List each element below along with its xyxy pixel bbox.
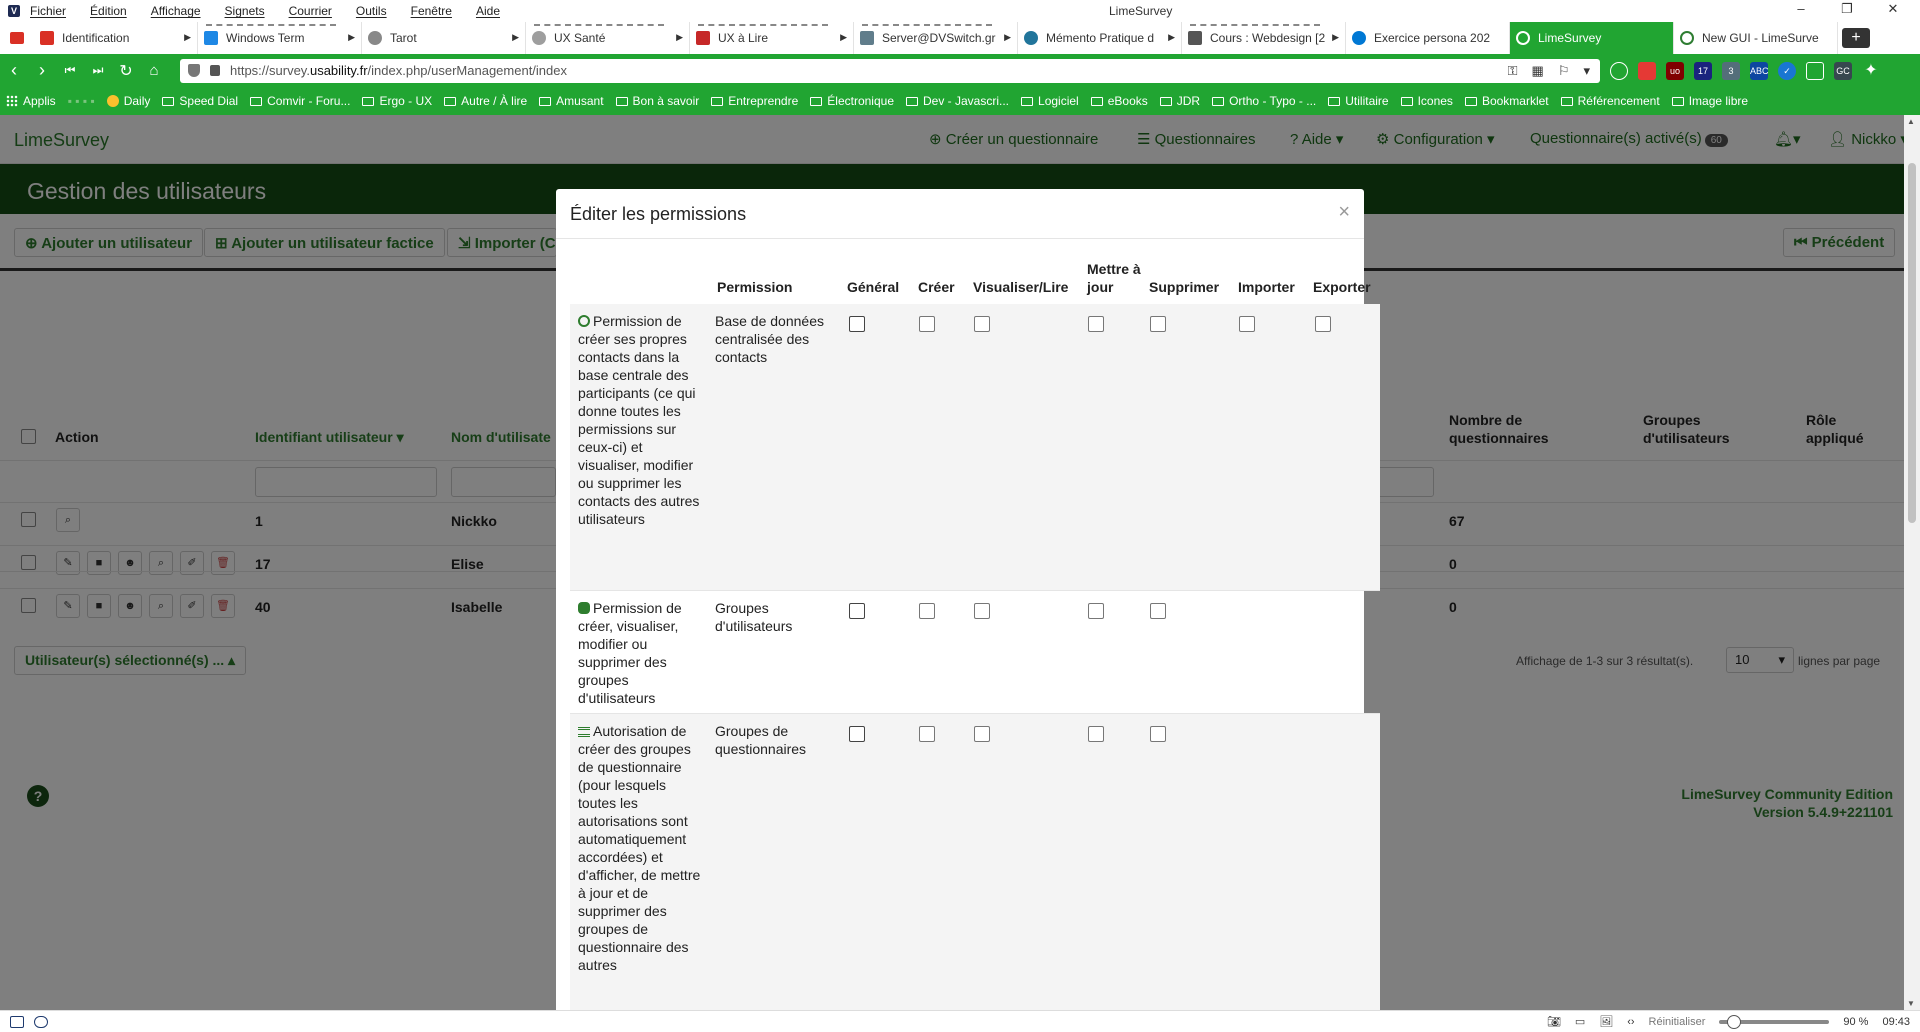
browser-statusbar (0, 1010, 1920, 1032)
permission-description: Permission de créer ses propres contacts dans la base centrale des participants (ce qui donne toutes les permissions sur ceux-ci) et visualiser, modifier ou supprimer les contacts des autres utilisateurs (578, 313, 700, 527)
folder-icon (1401, 97, 1413, 106)
shield-icon (188, 64, 200, 77)
daily-icon (107, 95, 119, 107)
bookmark-applis[interactable]: Applis (6, 94, 56, 108)
checkbox-general[interactable] (849, 603, 865, 619)
bookmark-spacer-icons: ▪ ▪ ▪ ▪ (67, 94, 95, 108)
vivaldi-logo-icon[interactable]: V (8, 5, 20, 17)
checkbox-update[interactable] (1088, 603, 1104, 619)
permission-description: Permission de créer, visualiser, modifier ou supprimer des groupes d'utilisateurs (578, 600, 682, 706)
checkbox-create[interactable] (919, 316, 935, 332)
bookmarks-bar (0, 87, 1920, 115)
windows-icon (204, 31, 218, 45)
checkbox-create[interactable] (919, 726, 935, 742)
home-icon[interactable]: ⌂ (149, 62, 159, 79)
url-input[interactable] (180, 59, 1600, 83)
folder-icon (1328, 97, 1340, 106)
abc-icon[interactable]: ABC (1750, 62, 1768, 80)
tarot-icon (368, 31, 382, 45)
browser-addressbar (0, 54, 1920, 87)
tab-ux-a-lire[interactable]: UX à Lire ▶ (690, 22, 854, 54)
bookmark-ebooks[interactable]: eBooks (1091, 94, 1148, 108)
restore-icon[interactable]: ❐ (1841, 1, 1853, 16)
url-path: /index.php/userManagement/index (367, 63, 567, 78)
tab-tarot[interactable]: Tarot ▶ (362, 22, 526, 54)
scroll-down-icon[interactable]: ▼ (1907, 999, 1915, 1008)
checkbox-general[interactable] (849, 316, 865, 332)
image-icon[interactable]: 🖼︎ (1599, 1016, 1614, 1028)
menu-signets[interactable]: Signets (224, 4, 265, 18)
users-icon (578, 602, 590, 614)
menu-fichier[interactable]: Fichier (30, 4, 67, 18)
window-icon[interactable]: ▭ (1574, 1016, 1586, 1028)
bookmark-icones[interactable]: Icones (1401, 94, 1453, 108)
bookmark-ortho-typo[interactable]: Ortho - Typo - ... (1212, 94, 1316, 108)
edit-permissions-modal (556, 189, 1371, 1010)
back-icon[interactable]: ‹ (11, 60, 17, 80)
bookmark-jdr[interactable]: JDR (1160, 94, 1200, 108)
folder-icon (1465, 97, 1477, 106)
bookmark-image-libre[interactable]: Image libre (1672, 94, 1748, 108)
browser-tabbar (0, 22, 1920, 54)
folder-icon (711, 97, 723, 106)
tab-exercice-persona[interactable]: Exercice persona 202 (1346, 22, 1510, 54)
limesurvey-icon (1516, 31, 1530, 45)
url-prefix: https://survey. (230, 63, 310, 78)
folder-icon (1212, 97, 1224, 106)
gc-icon[interactable]: GC (1834, 62, 1852, 80)
folder-icon (444, 97, 456, 106)
browser-menubar (0, 0, 1920, 22)
clock: 09:43 (1882, 1015, 1910, 1028)
checkbox-export[interactable] (1315, 316, 1331, 332)
bookmark-comvir[interactable]: Comvir - Foru... (250, 94, 350, 108)
zoom-level: 90 % (1843, 1015, 1869, 1028)
tab-windows-term[interactable]: Windows Term ▶ (198, 22, 362, 54)
bookmark-utilitaire[interactable]: Utilitaire (1328, 94, 1388, 108)
folder-icon (250, 97, 262, 106)
window-controls (1778, 1, 1916, 17)
header-export: Exporter (1313, 279, 1371, 295)
key-icon[interactable]: ⚿ (1507, 62, 1518, 78)
tab-new-gui-limesurvey[interactable]: New GUI - LimeSurve (1674, 22, 1838, 54)
checkbox-read[interactable] (974, 726, 990, 742)
ublock-icon[interactable]: uo (1666, 62, 1684, 80)
checkbox-delete[interactable] (1150, 726, 1166, 742)
modal-header (556, 189, 1364, 239)
checkbox-update[interactable] (1088, 316, 1104, 332)
permission-row-user-groups (570, 590, 1380, 713)
globe-icon (532, 31, 546, 45)
checkbox-import[interactable] (1239, 316, 1255, 332)
url-domain: usability.fr (309, 63, 368, 78)
list-icon (578, 727, 590, 737)
tab-identification[interactable]: Identification ▶ (34, 22, 198, 54)
bookmark-electronique[interactable]: Électronique (810, 94, 894, 108)
notification-badge-icon[interactable]: 3 (1722, 62, 1740, 80)
folder-icon (616, 97, 628, 106)
menu-outils[interactable]: Outils (355, 4, 387, 18)
zoom-slider[interactable] (1719, 1020, 1829, 1024)
folder-icon (1672, 97, 1684, 106)
folder-icon (810, 97, 822, 106)
permission-name: Base de données centralisée des contacts (715, 313, 824, 365)
folder-icon (1021, 97, 1033, 106)
folder-icon (1091, 97, 1103, 106)
bookmark-speed-dial[interactable]: Speed Dial (162, 94, 238, 108)
checkbox-read[interactable] (974, 316, 990, 332)
menu-edition[interactable]: Édition (90, 4, 127, 18)
tab-cours-webdesign[interactable]: Cours : Webdesign [2 ▶ (1182, 22, 1346, 54)
permission-name: Groupes d'utilisateurs (715, 600, 793, 634)
bookmark-bon-a-savoir[interactable]: Bon à savoir (616, 94, 700, 108)
close-icon[interactable]: × (1338, 201, 1350, 223)
bookmark-logiciel[interactable]: Logiciel (1021, 94, 1079, 108)
mail-icon (860, 31, 874, 45)
gmail-icon (40, 31, 54, 45)
reset-zoom-button[interactable]: Réinitialiser (1648, 1015, 1706, 1028)
tab-ux-sante[interactable]: UX Santé ▶ (526, 22, 690, 54)
checkbox-general[interactable] (849, 726, 865, 742)
window-title: LimeSurvey (1109, 4, 1173, 18)
menu-fenetre[interactable]: Fenêtre (410, 4, 452, 18)
bookmark-referencement[interactable]: Référencement (1561, 94, 1660, 108)
page-scrollbar[interactable] (1904, 115, 1920, 1010)
modal-title: Éditer les permissions (570, 204, 747, 224)
bookmark-entreprendre[interactable]: Entreprendre (711, 94, 798, 108)
camera-icon[interactable]: 📷︎ (1546, 1016, 1561, 1028)
scrollbar-thumb[interactable] (1908, 163, 1916, 523)
folder-icon (539, 97, 551, 106)
screen-icon[interactable] (1806, 62, 1824, 80)
close-window-icon[interactable]: ✕ (1887, 1, 1899, 16)
folder-icon (906, 97, 918, 106)
bookmark-ergo-ux[interactable]: Ergo - UX (362, 94, 432, 108)
bookmark-autre-a-lire[interactable]: Autre / À lire (444, 94, 527, 108)
permission-description: Autorisation de créer des groupes de questionnaire (pour lesquels toutes les autorisations sont automatiquement accordées) et d'afficher, de mettre à jour et de supprimer des groupes de questionnaire des autres (578, 723, 701, 973)
apps-icon (6, 95, 18, 107)
fast-forward-icon[interactable]: ⏭ (92, 63, 104, 77)
participant-icon (578, 315, 590, 327)
header-permission: Permission (717, 279, 793, 295)
rewind-icon[interactable]: ⏮ (64, 63, 76, 77)
zoom-slider-knob[interactable] (1727, 1015, 1741, 1029)
tab-memento[interactable]: Mémento Pratique d ▶ (1018, 22, 1182, 54)
code-icon[interactable]: ‹› (1627, 1015, 1635, 1028)
permission-name: Groupes de questionnaires (715, 723, 807, 757)
menu-courrier[interactable]: Courrier (288, 4, 332, 18)
flag-icon[interactable] (1638, 62, 1656, 80)
puzzle-icon[interactable]: ✦ (1864, 61, 1878, 79)
nn-icon (696, 31, 710, 45)
bookmark-daily[interactable]: Daily (107, 94, 151, 108)
checkbox-delete[interactable] (1150, 316, 1166, 332)
checkbox-read[interactable] (974, 603, 990, 619)
bookmark-amusant[interactable]: Amusant (539, 94, 603, 108)
forward-icon[interactable]: › (39, 60, 45, 80)
lock-icon (210, 65, 220, 76)
page-icon (1188, 31, 1202, 45)
folder-icon (362, 97, 374, 106)
tab-stack-icon[interactable] (0, 22, 34, 54)
limesurvey-icon (1680, 31, 1694, 45)
onedrive-icon (1352, 31, 1366, 45)
header-delete: Supprimer (1149, 279, 1220, 295)
menu-affichage[interactable]: Affichage (150, 4, 201, 18)
bookmark-dev-javascript[interactable]: Dev - Javascri... (906, 94, 1009, 108)
header-create: Créer (918, 279, 955, 295)
folder-icon (1160, 97, 1172, 106)
new-tab-button[interactable]: + (1842, 28, 1870, 48)
checkbox-update[interactable] (1088, 726, 1104, 742)
permission-row-participants (570, 304, 1380, 590)
minimize-icon[interactable]: – (1797, 1, 1805, 16)
wordpress-icon (1024, 31, 1038, 45)
checkbox-create[interactable] (919, 603, 935, 619)
header-read: Visualiser/Lire (973, 279, 1069, 295)
cloud-sync-icon[interactable] (34, 1016, 48, 1028)
dropdown-icon[interactable]: ▾ (1583, 62, 1590, 78)
header-update: Mettre à jour (1087, 261, 1141, 295)
bookmark-bookmarklet[interactable]: Bookmarklet (1465, 94, 1549, 108)
checkbox-delete[interactable] (1150, 603, 1166, 619)
permission-row-survey-groups (570, 713, 1380, 1023)
extension-badge-icon[interactable]: 17 (1694, 62, 1712, 80)
bookmark-icon[interactable]: ⚐ (1557, 62, 1570, 78)
header-import: Importer (1238, 279, 1295, 295)
panel-toggle-icon[interactable] (10, 1016, 24, 1028)
folder-icon (1561, 97, 1573, 106)
qr-icon[interactable]: ▦ (1531, 62, 1544, 78)
check-icon[interactable]: ✓ (1778, 62, 1796, 80)
folder-icon (162, 97, 174, 106)
scroll-up-icon[interactable]: ▲ (1907, 117, 1915, 126)
header-general: Général (847, 279, 900, 295)
extension-icon[interactable] (1610, 62, 1628, 80)
reload-icon[interactable]: ↻ (119, 62, 133, 80)
tab-limesurvey-active[interactable]: LimeSurvey (1510, 22, 1674, 54)
tab-server-mail[interactable]: Server@DVSwitch.gr ▶ (854, 22, 1018, 54)
menu-aide[interactable]: Aide (475, 4, 500, 18)
